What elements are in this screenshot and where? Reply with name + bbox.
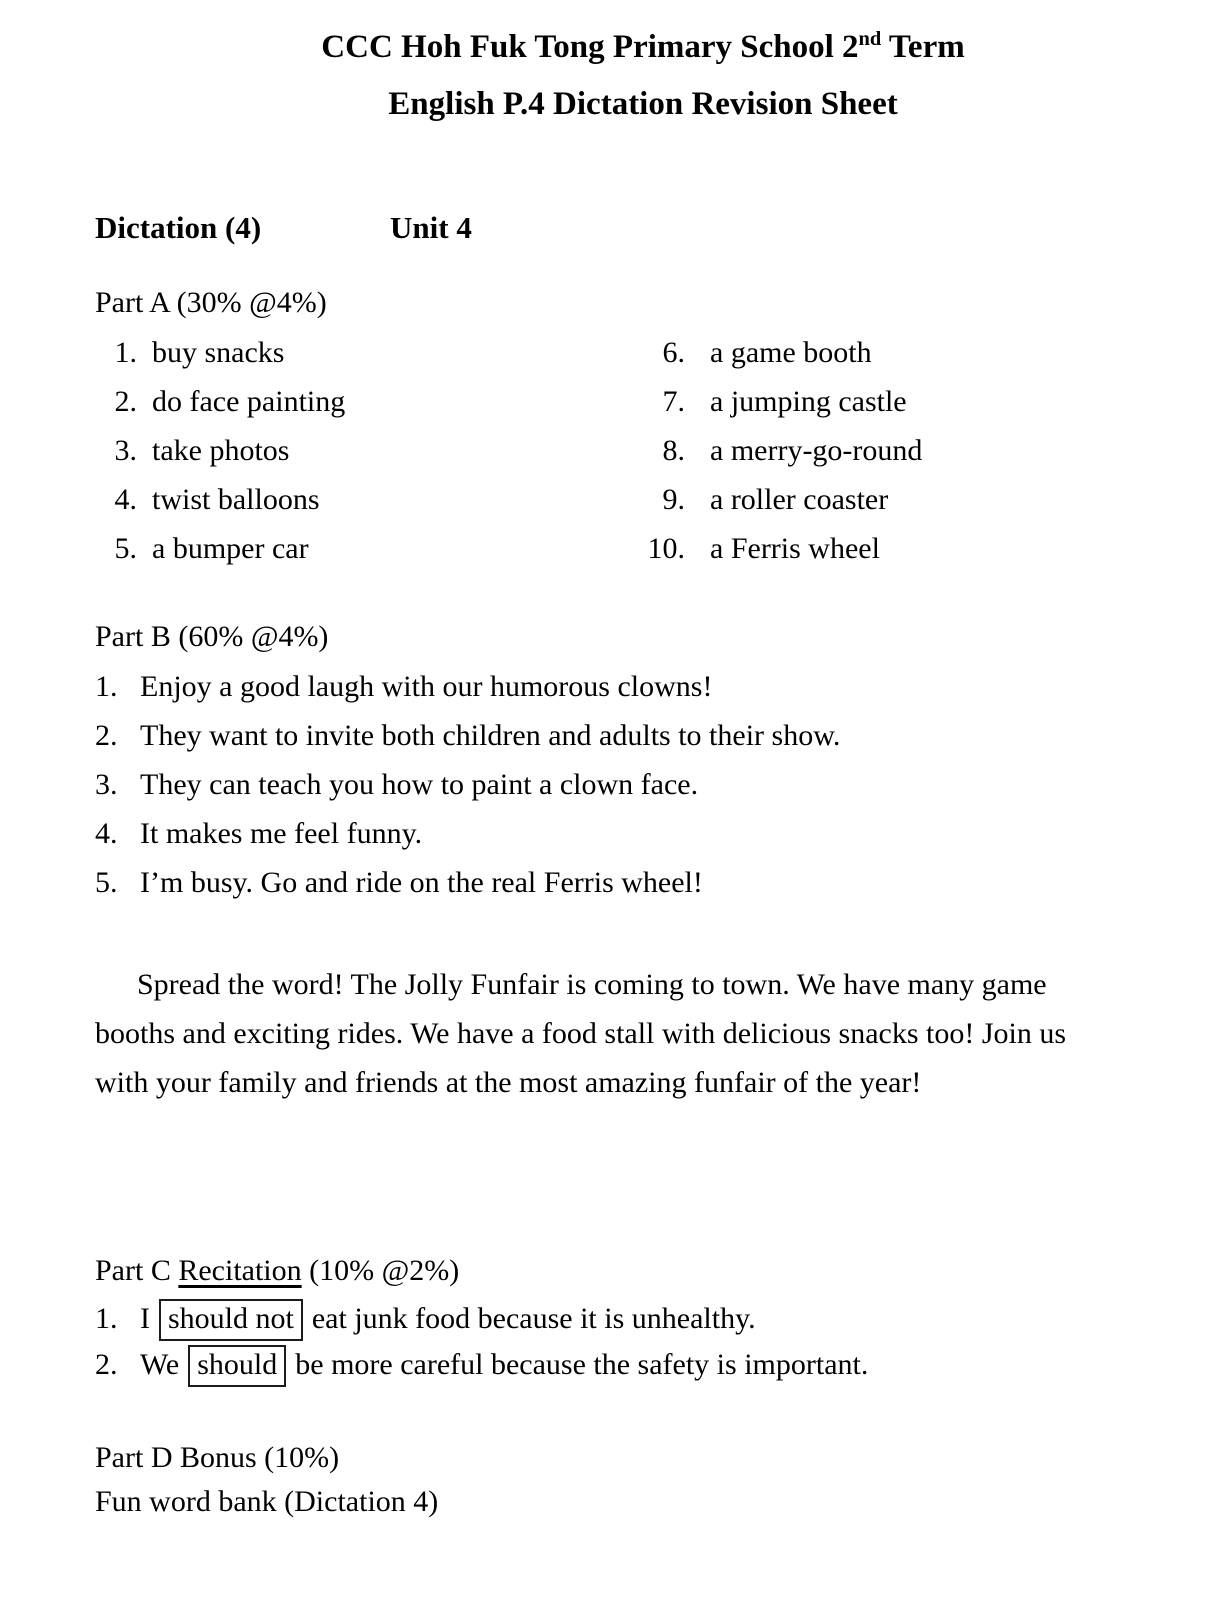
- list-item: [605, 328, 1115, 377]
- part-c-heading: [95, 1254, 459, 1288]
- boxed-word: should not: [159, 1299, 303, 1341]
- list-item: [95, 809, 1155, 858]
- item-number: 2.: [95, 719, 118, 752]
- item-number: 3.: [114, 434, 137, 467]
- sheet-title-line: [0, 83, 1226, 125]
- part-a-heading: Part A (30% @4%): [95, 286, 327, 319]
- part-d-block: [95, 1436, 438, 1524]
- list-item: [95, 858, 1155, 907]
- list-item: [605, 426, 1115, 475]
- list-item: [605, 524, 1115, 573]
- item-number: 9.: [662, 483, 685, 516]
- part-a-list: [95, 328, 1135, 573]
- item-text: a Ferris wheel: [710, 532, 880, 565]
- part-d-heading: Part D Bonus (10%): [95, 1441, 340, 1474]
- part-b-list: [95, 662, 1155, 907]
- item-number: 7.: [662, 385, 685, 418]
- list-item: [95, 426, 605, 475]
- part-c-heading-underlined: Recitation: [178, 1254, 302, 1287]
- item-number: 5.: [114, 532, 137, 565]
- ordinal-superscript: nd: [858, 28, 882, 50]
- item-text: I’m busy. Go and ride on the real Ferris wheel!: [140, 866, 703, 899]
- school-title-term: Term: [881, 29, 965, 65]
- item-text: twist balloons: [152, 483, 320, 516]
- item-text: They can teach you how to paint a clown face.: [140, 768, 699, 801]
- item-text: a bumper car: [152, 532, 309, 565]
- item-number: 5.: [95, 866, 118, 899]
- item-text: a game booth: [710, 336, 872, 369]
- funfair-announcement-paragraph: Spread the word! The Jolly Funfair is coming to town. We have many game booths and exciting rides. We have a food stall with delicious snacks too! Join us with your family and friends at the most amazing funfair of the year!: [95, 968, 1067, 1099]
- item-text: take photos: [152, 434, 290, 467]
- item-text: Enjoy a good laugh with our humorous clowns!: [140, 670, 713, 703]
- item-text: do face painting: [152, 385, 346, 418]
- list-item: [95, 1296, 1155, 1342]
- item-text: a roller coaster: [710, 483, 889, 516]
- list-item: [95, 1342, 1155, 1388]
- school-title-line: [0, 26, 1226, 68]
- item-number: 6.: [662, 336, 685, 369]
- list-item: [95, 711, 1155, 760]
- item-number: 1.: [95, 1302, 118, 1335]
- boxed-word: should: [188, 1345, 286, 1387]
- item-number: 2.: [95, 1348, 118, 1381]
- item-number: 2.: [114, 385, 137, 418]
- list-item: [95, 475, 605, 524]
- part-a-right-column: [605, 328, 1115, 573]
- sheet-title-text: English P.4 Dictation Revision Sheet: [388, 86, 898, 122]
- item-text-pre: I: [140, 1302, 150, 1335]
- dictation-unit-row: [95, 210, 472, 246]
- part-c-heading-suffix: (10% @2%): [301, 1254, 460, 1287]
- dictation-number-label: Dictation (4): [95, 210, 262, 245]
- item-number: 1.: [114, 336, 137, 369]
- unit-label: Unit 4: [390, 210, 472, 245]
- item-number: 10.: [647, 532, 685, 565]
- list-item: [605, 475, 1115, 524]
- list-item: [95, 524, 605, 573]
- list-item: [95, 377, 605, 426]
- part-b-heading: Part B (60% @4%): [95, 620, 329, 653]
- item-number: 3.: [95, 768, 118, 801]
- list-item: [95, 760, 1155, 809]
- part-d-subheading: Fun word bank (Dictation 4): [95, 1485, 439, 1518]
- item-text-post: be more careful because the safety is important.: [295, 1348, 869, 1381]
- part-a-left-column: [95, 328, 605, 573]
- list-item: [95, 662, 1155, 711]
- item-text-post: eat junk food because it is unhealthy.: [311, 1302, 756, 1335]
- school-title-text: CCC Hoh Fuk Tong Primary School 2: [321, 29, 859, 65]
- item-number: 4.: [114, 483, 137, 516]
- part-c-list: [95, 1296, 1155, 1388]
- item-number: 4.: [95, 817, 118, 850]
- item-text: a merry-go-round: [710, 434, 923, 467]
- item-text: They want to invite both children and adults to their show.: [140, 719, 841, 752]
- item-text: buy snacks: [152, 336, 285, 369]
- item-number: 8.: [662, 434, 685, 467]
- item-text-pre: We: [140, 1348, 180, 1381]
- part-c-heading-prefix: Part C: [95, 1254, 179, 1287]
- item-text: It makes me feel funny.: [140, 817, 423, 850]
- list-item: [95, 328, 605, 377]
- list-item: [605, 377, 1115, 426]
- item-number: 1.: [95, 670, 118, 703]
- item-text: a jumping castle: [710, 385, 907, 418]
